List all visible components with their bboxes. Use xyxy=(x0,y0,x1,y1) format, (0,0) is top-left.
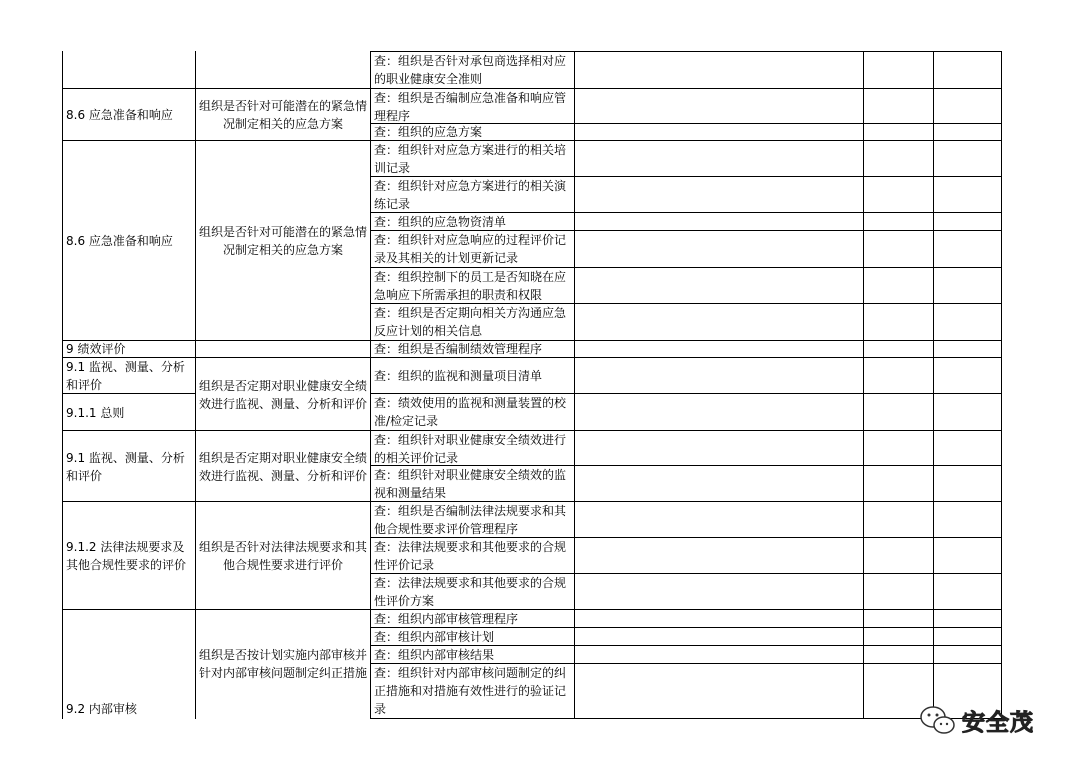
row-divider xyxy=(370,212,1002,213)
check-item: 查：组织内部审核结果 xyxy=(374,648,495,662)
row-divider xyxy=(370,51,1002,52)
row-divider xyxy=(62,501,1002,502)
row-divider xyxy=(370,718,1002,719)
row-divider xyxy=(370,537,1002,538)
row-divider xyxy=(370,230,1002,231)
row-divider xyxy=(62,430,1002,431)
check-item: 查：组织针对职业健康安全绩效进行的相关评价记录 xyxy=(374,433,567,465)
check-item: 查：组织的监视和测量项目清单 xyxy=(374,369,543,383)
check-item: 查：组织是否定期向相关方沟通应急反应计划的相关信息 xyxy=(374,306,567,338)
row-divider xyxy=(370,573,1002,574)
row-divider xyxy=(62,393,195,394)
requirement-cell: 组织是否针对可能潜在的紧急情况制定相关的应急方案 xyxy=(198,225,367,257)
check-item: 查：组织的应急物资清单 xyxy=(374,215,507,229)
row-divider xyxy=(370,393,1002,394)
row-divider xyxy=(370,303,1002,304)
requirement-cell: 组织是否按计划实施内部审核并针对内部审核问题制定纠正措施 xyxy=(198,648,367,680)
check-item: 查：组织针对应急方案进行的相关演练记录 xyxy=(374,179,567,211)
column-divider xyxy=(195,51,196,719)
clause-cell: 9.1.2 法律法规要求及其他合规性要求的评价 xyxy=(66,540,187,572)
requirement-cell: 组织是否针对可能潜在的紧急情况制定相关的应急方案 xyxy=(198,99,367,131)
column-divider xyxy=(863,51,864,719)
requirement-cell: 组织是否定期对职业健康安全绩效进行监视、测量、分析和评价 xyxy=(199,450,368,483)
requirement-cell: 组织是否针对法律法规要求和其他合规性要求进行评价 xyxy=(198,540,367,572)
requirement-cell: 组织是否定期对职业健康安全绩效进行监视、测量、分析和评价 xyxy=(198,378,367,411)
clause-cell: 8.6 应急准备和响应 xyxy=(66,108,173,122)
watermark-text: 安全茂 xyxy=(962,710,1034,736)
column-divider xyxy=(933,51,934,719)
row-divider xyxy=(370,663,1002,664)
watermark xyxy=(918,700,1058,740)
check-item: 查：组织针对应急方案进行的相关培训记录 xyxy=(374,143,567,175)
clause-cell: 9.1 监视、测量、分析和评价 xyxy=(66,450,185,483)
row-divider xyxy=(370,176,1002,177)
row-divider xyxy=(370,267,1002,268)
row-divider xyxy=(196,357,1002,358)
check-item: 查：法律法规要求和其他要求的合规性评价记录 xyxy=(374,540,567,572)
row-divider xyxy=(62,357,195,358)
check-item: 查：组织的应急方案 xyxy=(374,125,483,139)
column-divider xyxy=(62,51,63,719)
check-item: 查：组织是否编制应急准备和响应管理程序 xyxy=(374,91,567,123)
check-item: 查：组织控制下的员工是否知晓在应急响应下所需承担的职责和权限 xyxy=(374,270,567,302)
check-item: 查：组织内部审核管理程序 xyxy=(374,612,519,626)
row-divider xyxy=(62,340,1002,341)
clause-cell: 9.1.1 总则 xyxy=(66,405,125,420)
check-item: 查：组织内部审核计划 xyxy=(374,630,495,644)
column-divider xyxy=(1001,51,1002,719)
clause-cell: 9.1 监视、测量、分析和评价 xyxy=(66,360,185,392)
check-item: 查：组织针对应急响应的过程评价记录及其相关的计划更新记录 xyxy=(374,233,567,265)
clause-cell: 9 绩效评价 xyxy=(66,342,126,356)
check-item: 查：组织针对职业健康安全绩效的监视和测量结果 xyxy=(374,468,567,500)
column-divider xyxy=(370,51,371,719)
row-divider xyxy=(62,609,1002,610)
row-divider xyxy=(62,140,1002,141)
clause-cell: 8.6 应急准备和响应 xyxy=(66,234,173,248)
check-item: 查：组织针对内部审核问题制定的纠正措施和对措施有效性进行的验证记录 xyxy=(374,666,567,716)
row-divider xyxy=(370,627,1002,628)
wechat-icon xyxy=(918,704,958,738)
check-item: 查：法律法规要求和其他要求的合规性评价方案 xyxy=(374,576,567,608)
row-divider xyxy=(370,645,1002,646)
check-item: 查：组织是否编制绩效管理程序 xyxy=(374,342,543,356)
column-divider xyxy=(574,51,575,719)
check-item: 查：绩效使用的监视和测量装置的校准/检定记录 xyxy=(374,396,567,428)
row-divider xyxy=(62,88,1002,89)
row-divider xyxy=(370,123,1002,124)
check-item: 查：组织是否编制法律法规要求和其他合规性要求评价管理程序 xyxy=(374,504,567,536)
clause-cell: 9.2 内部审核 xyxy=(66,702,137,716)
row-divider xyxy=(370,465,1002,466)
check-item: 查：组织是否针对承包商选择相对应的职业健康安全准则 xyxy=(374,54,567,86)
